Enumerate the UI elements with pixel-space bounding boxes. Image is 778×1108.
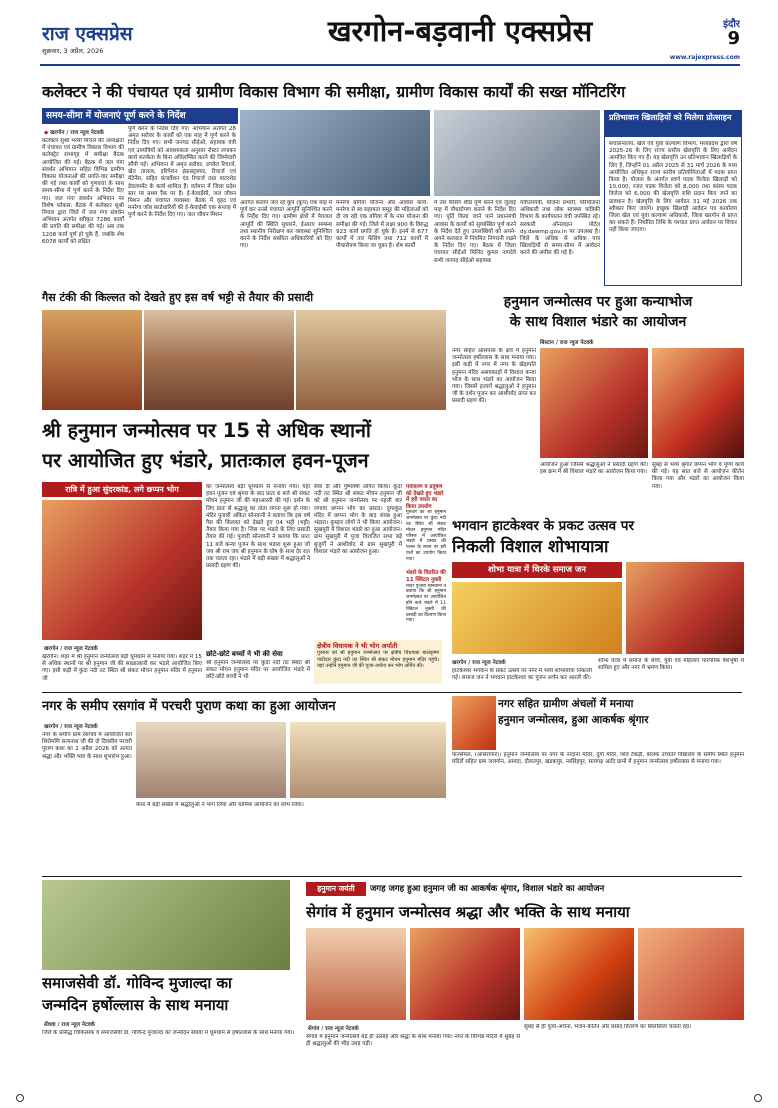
section-rule-1 xyxy=(42,692,742,693)
kanyabhoj-headline-1: हनुमान जन्मोत्सव पर हुआ कन्याभोज xyxy=(503,294,693,310)
gas-photo-1 xyxy=(42,310,142,410)
byline-marker-icon: ◆ xyxy=(44,130,51,136)
gas-photo-2 xyxy=(144,310,294,410)
segaon-headline: सेगांव में हनुमान जन्मोत्सव श्रद्धा और भक्ति के साथ मनाया xyxy=(306,903,630,921)
kanyabhoj-photo-1 xyxy=(540,348,648,458)
gas-banner: गैस टंकी की किल्लत को देखते हुए इस वर्ष भट्टी से तैयार की प्रसादी xyxy=(42,291,314,304)
segaon-photo-4 xyxy=(638,928,744,1020)
hanuman-byline: खरगोन / राज न्यूज नेटवर्क xyxy=(44,646,98,652)
masthead-date: शुक्रवार, 3 अप्रैल, 2026 xyxy=(42,47,104,55)
hatkeshwar-headline-1: भगवान हाटकेश्वर के प्रकट उत्सव पर xyxy=(452,518,634,534)
story1-col6: यंत्रीउपयंत्री, योजना प्रभारी, परियोजना अधिकारी तथा लोक स्वास्थ्य यांत्रिकी विभाग के कार्यपालन यंत्री उपस्थित रहे।सरकारी ऑनलाइन पोर्टल dy.dawmp.gov.in पर उपलब्ध है। जिले के अधिक से अधिक पात्र खिलाड़ियों से समय-सीमा में आवेदन करने की अपील की गई है। xyxy=(520,200,600,257)
masthead-page-number: 9 xyxy=(727,28,740,49)
hanuman-headline-2: पर आयोजित हुए भंडारे, प्रातःकाल हवन-पूजन xyxy=(42,449,369,472)
masthead xyxy=(0,0,778,68)
gas-photo-3 xyxy=(296,310,446,410)
story1-col1: कलेक्टर सुश्री भव्या मित्तल की अध्यक्षता में पंचायत एवं ग्रामीण विकास विभाग की कलेक्ट्रेट सभागृह में समीक्षा बैठक आयोजित की गई। बैठक में जल गंगा संवर्धन अभियान सहित विभिन्न ग्रामीण विकास योजनाओं की प्रगति-वार समीक्षा की गई तथा कार्यों को गुणवत्ता के साथ समय-सीमा में पूर्ण करने के निर्देश दिए गए। जल गंगा संवर्धन अभियान पर विशेष फोकस: बैठक में कलेक्टर सुश्री मित्तल द्वारा जिले में जल गंगा संवर्धन अभियान अंतर्गत स्वीकृत 7286 कार्यों की प्रगति की समीक्षा की गई। अब तक 1208 कार्य पूर्ण हो चुके हैं, जबकि शेष 6078 कार्यों को लक्षित xyxy=(42,138,124,245)
masthead-rule xyxy=(40,64,740,66)
hanuman-idol-photo xyxy=(42,500,202,640)
kanyabhoj-byline: बिस्टान / राज न्यूज नेटवर्क xyxy=(540,340,594,346)
hanuman-small-head: छोटे-छोटे बच्चों ने भी की सेवा xyxy=(206,650,283,658)
registration-mark-left xyxy=(16,1094,24,1102)
story1-col2: पूर्ण करने के निर्देश दिए गए। अभियान अंतर्गत 28 अमृत सरोवर के कार्यों को एक माह में पूर्ण करने के निर्देश दिए गए। सभी जनपद सीईओ, सहायक यंत्री एवं उपयंत्रियों को आवश्यकता अनुसार रोस्टर लगाकर कार्य सतर्कता के बिना अविलम्बित करने की जिम्मेदारी सौंपी गई। अभियान में अमृत सरोवर, डगवेल रिचार्ज, खेत तालाब, इरिगेशन इंफ्रास्ट्रक्चर, रिचार्ज एवं मेंटेनेंस, सहित कंजर्वेशन एंड रिचार्ज तथा वाटरशेड डेवलपमेंट के कार्य शामिल हैं। वर्तमान में जिला प्रदेश स्तर पर प्रथम रैंक पर है। ई-केवाईसी, जल जीवन मिशन और पंचायत व्यवस्था: बैठक में वृहद एवं मनरेगा जॉब कार्डधारियों की ई-केवाईसी एक सप्ताह में पूर्ण करने के निर्देश दिए गए। जल जीवन मिशन xyxy=(128,126,236,219)
shringar-body: पानसेमल, (आसरापार)। हनुमान जन्मोत्सव पर नगर के नादाना मंदिर, दुर्गा मंदिर, शिव टेकड़ी, बालक उच्चतर विद्यालय के समीप स्थित हनुमान मंदिरों सहित ग्राम जलगोन, आमदा, दौलतपुर, खडकपुर, नरसिंहपुर, सत्यगढ़ आदि ग्रामों में हनुमान जन्मोत्सव हर्षोल्लास से मनाया गया। xyxy=(452,752,744,766)
hatkeshwar-photo-2 xyxy=(626,562,744,654)
story1-col5: में तार फेंसिंग शीघ्र पूर्ण करने एवं जुलाई माह में पौधारोपण कराने के निर्देश दिए गए। पूर्ति किया जाने पाने प्रधानमंत्री आवास के कार्यों को सुव्यस्थित पूर्ण करने के निर्देश देते हुए उपलब्धियों को अपने-अपने कलस्टर में नियमित निगरानी रखने के निर्देश दिए गए। बैठक में जिला पंचायत सीईओ मिलिंद कुमार नागदेवे सभी जनपद सीईओ सहायक xyxy=(434,200,516,264)
shringar-headline-1: नगर सहित ग्रामीण अंचलों में मनाया xyxy=(498,698,634,710)
story1-byline-text: खरगोन / राज न्यूज नेटवर्क xyxy=(50,130,104,136)
govind-byline: सेंधवा / राज न्यूज नेटवर्क xyxy=(44,1022,96,1028)
story1-subhead: समय-सीमा में योजनाएं पूर्ण करने के निर्देश xyxy=(42,108,238,124)
purana-photo-1 xyxy=(136,722,286,798)
hanuman-small-body: श्री हनुमान जन्मोत्सव पर कुंदा नदी तट स्थित श्री संकट मोचन हनुमान मंदिर पर आयोजित भंडारे में छोटे-छोटे बच्चों ने भी xyxy=(206,660,310,681)
masthead-center-title: खरगोन-बड़वानी एक्सप्रेस xyxy=(327,14,593,48)
segaon-photo-3 xyxy=(524,928,634,1020)
shringar-headline-2: हनुमान जन्मोत्सव, हुआ आकर्षक श्रृंगार xyxy=(498,714,649,726)
govind-body: जिले के प्रसिद्ध चिकित्सक व समाजसेवी डॉ. गोविन्द मुजाल्दा का जन्मदिन सेंधवा में धूमधाम से हर्षोल्लास के साथ मनाया गया। xyxy=(42,1030,295,1036)
vitaran-body: मंदिर पुजारी सोनवानी ने बताया कि श्री हनुमान जन्मोत्सव पर आयोजित होने वाले भंडारे में 11 क्विंटल नुक्ती की प्रसादी का वितरण किया गया। xyxy=(406,583,446,624)
story1-col3: अंतर्गत कलाप जल रहे कूप (कूप) एक माह में पूर्ण कर उनसे पंचायत आपूर्ति सुनिश्चित करने के निर्देश दिए गए। ग्रामीण क्षेत्रों में पेयजल आपूर्ति की स्थिति सुधारने, ईआरए सम्बन्ध तथा स्थानीय निरीक्षण कर व्यवस्था सुनिश्चित करने के निर्देश संबंधित अधिकारियों को दिए गए। xyxy=(240,200,332,250)
section-rule-2 xyxy=(42,876,742,877)
kanyabhoj-headline-2: के साथ विशाल भंडारे का आयोजन xyxy=(509,314,687,330)
segaon-tag: हनुमान जयंती xyxy=(306,882,366,896)
segaon-body: सेगांव में हनुमान जन्मोत्सव बड़े ही उत्साह और श्रद्धा के साथ मनाया गया। नगर के विभिन्न मंदिरों में सुबह से ही श्रद्धालुओं की भीड़ उमड़ पड़ी। xyxy=(306,1034,520,1048)
segaon-photo-1 xyxy=(306,928,406,1020)
env-heading: पर्यावरण व प्रदूषण को देखते हुए भंडारे में हरी पत्तल का किया उपयोग xyxy=(406,484,444,510)
sidebar-box-headline: प्रतिभावान खिलाड़ियों को मिलेगा प्रोत्साहन xyxy=(605,111,741,137)
govind-headline-1: समाजसेवी डॉ. गोविन्द मुजाल्दा का xyxy=(42,974,232,992)
hanuman-sub-banner: रात्रि में हुआ सुंदरकांड, लगे छप्पन भोग xyxy=(42,482,202,497)
purana-headline: नगर के समीप रसगांव में परचरी पुराण कथा का हुआ आयोजन xyxy=(42,699,336,714)
vitaran-heading: भंडारे के वितरित की 11 क्विंटल नुक्ती xyxy=(406,570,446,583)
hatkeshwar-headline-2: निकली विशाल शोभायात्रा xyxy=(452,537,609,557)
hanuman-headline-1: श्री हनुमान जन्मोत्सव पर 15 से अधिक स्थानों xyxy=(42,419,371,442)
segaon-byline: सेगांव / राज न्यूज नेटवर्क xyxy=(308,1026,359,1032)
hanuman-body1: खरगोन। शहर में श्री हनुमान जन्मोत्सव बड़ी धूमधाम से मनाया गया। शहर में 15 से अधिक स्थानों पर श्री हनुमान जी की साक्षात्कारी कर भंडारे आयोजित किए गए। इसी कड़ी में कुंदा नदी तट स्थित श्री संकट मोचन हनुमान मंदिर में हनुमान जी xyxy=(42,654,202,682)
story1-col4: मनरेगा बगिया योजना और आवास कार्य: मनरेगा से स्व सहायता समूह की महिलाओं को दी जा रही एक बगिया में के नाम योजना की समीक्षा की गई। जिले में लक्ष्य 900 के विरुद्ध 923 कार्य प्रगति हो चुके हैं। इनमें से 677 कार्यों में तार फेंसिंग तथा 712 कार्यों में पौधारोपण किया जा चुका है। शेष कार्यों xyxy=(336,200,428,250)
govind-photo xyxy=(42,880,290,970)
env-vitaran-column-visible xyxy=(406,484,446,638)
sidebar-box-body: संचालनालय, खेल एवं युवा कल्याण विभाग, मध्यप्रदेश द्वारा वर्ष 2025-26 के लिए राज्य स्तरीय खेलवृत्ति के लिए आवेदन आमंत्रित किए गए हैं। यह खेलवृत्ति उन प्रतिभावान खिलाड़ियों के लिए है, जिन्होंने 01 अप्रैल 2025 से 31 मार्च 2026 के मध्य आयोजित अधिकृत राज्य स्तरीय प्रतियोगिताओं में पदक प्राप्त किया है। योजना के अंतर्गत स्वर्ण पदक विजेता खिलाड़ी को 10,000, रजत पदक विजेता को 8,000 तथा कांस्य पदक विजेता को 6,000 की खेलवृत्ति राशि प्रदान किए जाने का प्रावधान है। खेलवृत्ति के लिए आवेदन 31 मई 2026 तक स्वीकार किए जाएंगे। इच्छुक खिलाड़ी आवेदन पत्र कार्यालय जिला खेल एवं युवा कल्याण अधिकारी, जिला खरगोन से प्राप्त कर सकते हैं। निर्धारित तिथि के पश्चात प्राप्त आवेदन पर विचार नहीं किया जाएगा। xyxy=(609,141,737,234)
hatkeshwar-photo-1 xyxy=(452,582,622,654)
hatkeshwar-sub: शोभा यात्रा में थिरके समाज जन xyxy=(452,562,622,578)
purana-body: नगर के समीप ग्राम रसगांव में आयोजित संत शिरोमणि सत्यनाथ जी की दो दिवसीय परचरी पुराण कथा का 2 अप्रैल 2026 को अत्यंत श्रद्धा और भक्ति भाव के साथ शुभारंभ हुआ। xyxy=(42,732,132,760)
kanyabhoj-body3: सुबह से भव्य श्रृंगार छप्पन भोग व पूण्य कार्य की गई। यह सात बजे से आयोजन कीर्तन किया गया और भंडारे का आयोजन किया गया। xyxy=(652,462,744,490)
hatkeshwar-body2: शोभा यात्रा में समाज के बच्चे, युवा एवं महिलाएं पारंपरिक वेशभूषा में शामिल हुए और नगर में भ्रमण किया। xyxy=(598,658,744,672)
kanyabhoj-body: नगर सहित आसपास के क्षेत्र में हनुमान जन्मोत्सव हर्षोल्लास के साथ मनाया गया। इसी कड़ी में नगर में नगर के खेड़ापति हनुमान मंदिर असवकाहों में विशाल कन्या भोज के साथ भंडारे का आयोजन किया गया। जिसमें हजारों श्रद्धालुओं ने हनुमान जी के दर्शन पूजन कर आशीर्वाद प्राप्त कर प्रसादी ग्रहण की। xyxy=(452,348,536,405)
hatkeshwar-byline: खरगोन / राज न्यूज नेटवर्क xyxy=(452,660,506,666)
mla-head: क्षेत्रीय विधायक ने भी भोग अर्पाती xyxy=(317,642,398,650)
purana-byline: खरगोन / राज न्यूज नेटवर्क xyxy=(44,724,98,730)
masthead-website[interactable]: www.rajexpress.com xyxy=(669,54,740,61)
masthead-city: इंदौर xyxy=(723,19,740,30)
story1-photo-meeting-1 xyxy=(240,110,430,196)
hatkeshwar-body: हाटकेश्वर भगवान के प्रकट उत्सव पर नगर में भव्य शोभायात्रा निकाली गई। समाज जन ने भगवान हाटकेश्वर का पूजन अर्चन कर आरती की। xyxy=(452,668,592,682)
mla-body: गुरुवार को श्री हनुमान जन्मोत्सव पर क्षेत्रीय विधायक बालकृष्ण पाटीदार कुंदा नदी तट स्थित श्री संकट मोचन हनुमान मंदिर पहुंचे। यहां उन्होंने हनुमान जी की पूजा-अर्चना कर भोग अर्पित की। xyxy=(317,650,439,669)
purana-photo-2 xyxy=(290,722,446,798)
kanyabhoj-photo-2 xyxy=(652,348,744,458)
hanuman-body3: सेवा दी और पुष्पवर्षा अर्पित किया। कुंदा नदी तट स्थित श्री संकट मोचन हनुमान जी को श्री हनुमान जन्मोत्सव पर पहली बार लगाया छप्पन भोग का प्रसाद। दुग्धकुंड मंदिर में छप्पन भोग के बाद संपन्न हुआ भंडारा। कुम्हार लोगों ने भी किया आयोजन। सुखपुरी में विशाल भंडारे का हुआ आयोजन। ग्राम सुखपुरी में पुजा विराजित सभा बड़े बुजुर्गों ने आशीर्वाद से ग्राम सुखपुरी में विशाल भंडारे का आयोजन हुआ। xyxy=(314,484,402,555)
story1-headline: कलेक्टर ने की पंचायत एवं ग्रामीण विकास विभाग की समीक्षा, ग्रामीण विकास कार्यों की सख्त मॉनिटरिंग xyxy=(42,83,626,101)
hanuman-body2: का जन्मोत्सव बड़ी धूमधाम से मनाया गया। यहां हवन पूजन एवं श्रृंगार के बाद प्रातः 6 बजे श्री संकट मोचन हनुमान जी की महाआरती की गई। दर्शन के लिए प्रातः से श्रद्धालु का तांता लगना शुरू हो गया। मंदिर पुजारी अंकित सोनवानी ने बताया कि इस वर्ष गैस की किल्लत को देखते हुए 04 भट्टी (भट्टी) तैयार किया गया है। जिस पर भंडारे के लिए प्रसादी तैयार की गई। पुजारी सोनवानी ने बताया कि प्रातः 11 बजे कन्या पूजन के साथ भंडारा शुरू हुआ जो जय श्री राम जय श्री हनुमान के घोष के साथ देर रात तक चलता रहा। भंडारे में बड़ी संख्या में श्रद्धालुओं ने प्रसादी ग्रहण की। xyxy=(206,484,310,570)
env-body: गुरुवार को श्री हनुमान जन्मोत्सव पर कुंदा नदी तट स्थित श्री संकट मोचन हनुमान मंदिर परिसर में आयोजित भंडारे में प्रसाद की पत्तल के स्थान पर हरी पत्तों का उपयोग किया गया। xyxy=(406,510,446,562)
purana-body2: कथा में बड़ी संख्या में श्रद्धालुओं ने भाग लिया और धार्मिक आयोजन का लाभ लिया। xyxy=(136,802,304,808)
kanyabhoj-body2: आयोजन हुआ जिसमें श्रद्धालुओं ने प्रसादी ग्रहण की। इस क्रम में श्री विशाल भंडारे का आयोजन किया गया। xyxy=(540,462,648,476)
sidebar-box xyxy=(604,110,742,286)
registration-mark-right xyxy=(754,1094,762,1102)
story1-photo-meeting-2 xyxy=(434,110,600,196)
masthead-left-title: राज एक्सप्रेस xyxy=(42,23,133,45)
segaon-photo-2 xyxy=(410,928,520,1020)
govind-headline-2: जन्मदिन हर्षोल्लास के साथ मनाया xyxy=(42,996,229,1014)
segaon-top-line: जगह जगह हुआ हनुमान जी का आकर्षक श्रृंगार, विशाल भंडारे का आयोजन xyxy=(370,884,605,894)
shringar-photo xyxy=(452,696,496,750)
segaon-body2: सुबह से ही पूजा-अर्चना, भजन-कीर्तन और प्रसाद वितरण का सिलसिला चलता रहा। xyxy=(524,1024,692,1030)
